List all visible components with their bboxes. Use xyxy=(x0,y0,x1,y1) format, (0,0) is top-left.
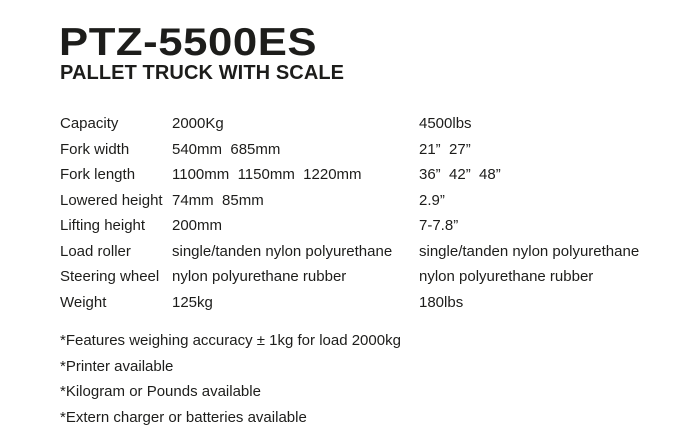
footnote: *Printer available xyxy=(60,357,174,375)
spec-row xyxy=(60,137,660,163)
spec-label: Steering wheel xyxy=(60,268,160,285)
spec-imperial-value: 7-7.8” xyxy=(419,217,459,234)
footnotes xyxy=(60,328,401,431)
spec-label: Fork width xyxy=(60,140,130,158)
spec-imperial-value: 2.9” xyxy=(419,191,445,209)
spec-row xyxy=(60,162,660,188)
spec-imperial-value: 21” 27” xyxy=(419,140,471,158)
spec-row xyxy=(60,264,660,290)
footnote: *Extern charger or batteries available xyxy=(60,409,307,427)
footnote: *Kilogram or Pounds available xyxy=(60,383,261,401)
spec-imperial-value: nylon polyurethane rubber xyxy=(419,268,594,285)
product-subtitle: PALLET TRUCK WITH SCALE xyxy=(60,62,345,84)
spec-label: Lowered height xyxy=(60,191,163,209)
spec-imperial-value: 36” 42” 48” xyxy=(419,166,501,183)
spec-metric-value: 1100mm 1150mm 1220mm xyxy=(172,166,362,183)
spec-metric-value: 540mm 685mm xyxy=(172,140,281,158)
spec-metric-value: 2000Kg xyxy=(172,115,224,132)
spec-row xyxy=(60,188,660,214)
spec-metric-value: 125kg xyxy=(172,293,213,311)
spec-label: Load roller xyxy=(60,242,131,260)
header xyxy=(59,23,344,83)
spec-row xyxy=(60,290,660,316)
spec-label: Weight xyxy=(60,293,107,311)
spec-label: Lifting height xyxy=(60,217,146,234)
spec-table xyxy=(60,111,660,315)
spec-metric-value: 200mm xyxy=(172,217,223,234)
footnote: *Features weighing accuracy ± 1kg for load 2000kg xyxy=(60,332,401,349)
spec-label: Capacity xyxy=(60,115,119,132)
spec-row xyxy=(60,111,660,137)
spec-metric-value: single/tanden nylon polyurethane xyxy=(172,242,393,260)
spec-imperial-value: 4500lbs xyxy=(419,115,472,132)
spec-row xyxy=(60,213,660,239)
spec-imperial-value: single/tanden nylon polyurethane xyxy=(419,242,640,260)
spec-row xyxy=(60,239,660,265)
spec-metric-value: nylon polyurethane rubber xyxy=(172,268,347,285)
spec-imperial-value: 180lbs xyxy=(419,293,464,311)
spec-metric-value: 74mm 85mm xyxy=(172,191,264,209)
product-title: PTZ-5500ES xyxy=(59,21,318,64)
spec-label: Fork length xyxy=(60,166,136,183)
